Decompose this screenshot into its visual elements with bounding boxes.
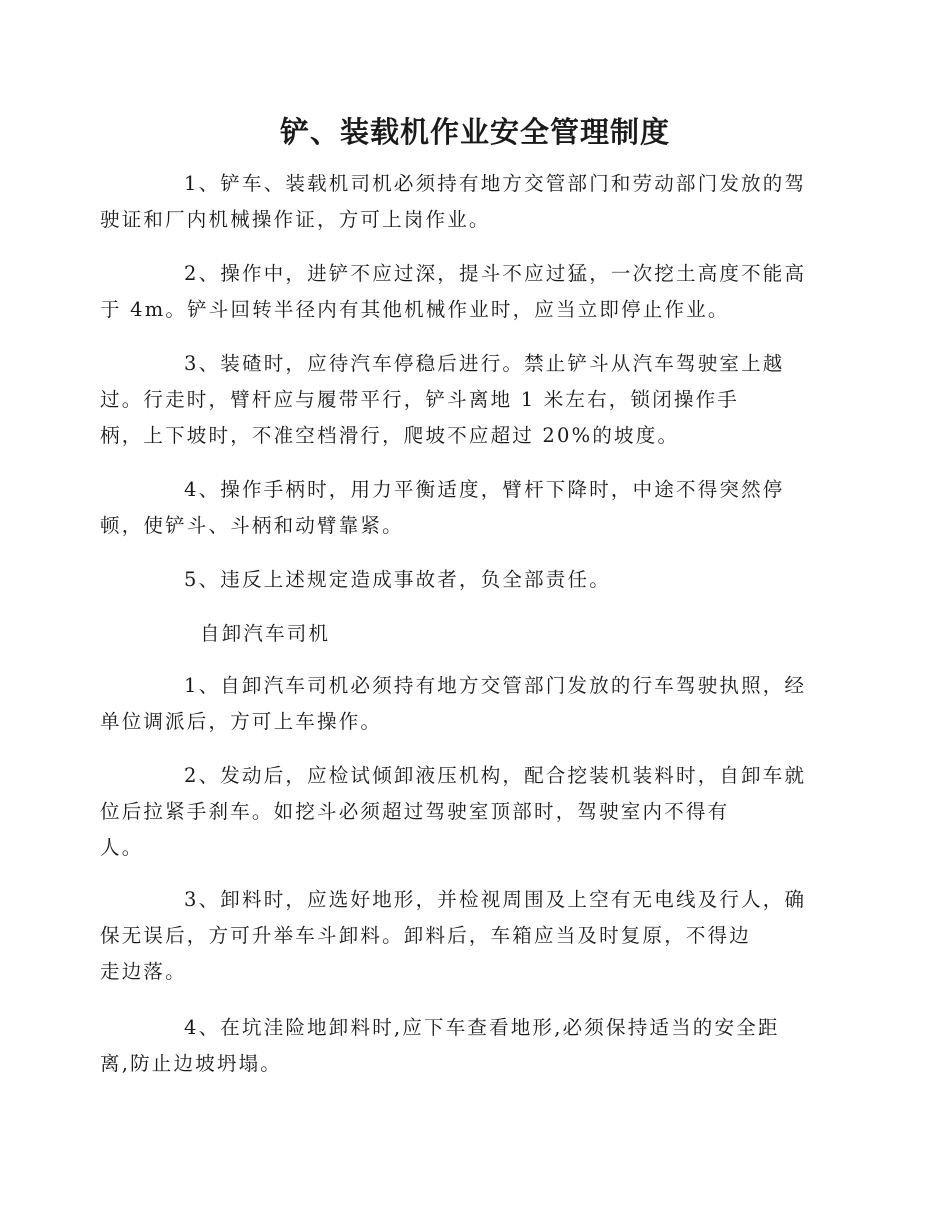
paragraph-line: 1、自卸汽车司机必须持有地方交管部门发放的行车驾驶执照，经 bbox=[184, 674, 807, 697]
paragraph-line: 顿，使铲斗、斗柄和动臂靠紧。 bbox=[100, 514, 404, 537]
paragraph-line: 3、卸料时，应选好地形，并检视周围及上空有无电线及行人，确 bbox=[184, 888, 807, 911]
paragraph-line: 柄，上下坡时，不准空档滑行，爬坡不应超过 20%的坡度。 bbox=[100, 424, 680, 447]
paragraph-line: 4、在坑洼险地卸料时,应下车查看地形,必须保持适当的安全距 bbox=[184, 1016, 780, 1039]
paragraph-line: 于 4m。铲斗回转半径内有其他机械作业时，应当立即停止作业。 bbox=[100, 298, 730, 321]
document-title: 铲、装载机作业安全管理制度 bbox=[279, 115, 670, 149]
paragraph-line: 保无误后，方可升举车斗卸料。卸料后，车箱应当及时复原，不得边 bbox=[100, 924, 752, 947]
paragraph-line: 4、操作手柄时，用力平衡适度，臂杆下降时，中途不得突然停 bbox=[184, 478, 785, 501]
paragraph-line: 1、铲车、装载机司机必须持有地方交管部门和劳动部门发放的驾 bbox=[184, 172, 807, 195]
paragraph-line: 人。 bbox=[100, 836, 144, 859]
paragraph-line: 单位调派后，方可上车操作。 bbox=[100, 710, 383, 733]
paragraph-line: 2、发动后，应检试倾卸液压机构，配合挖装机装料时，自卸车就 bbox=[184, 764, 807, 787]
paragraph-line: 离,防止边坡坍塌。 bbox=[100, 1052, 282, 1075]
paragraph-line: 2、操作中，进铲不应过深，提斗不应过猛，一次挖土高度不能高 bbox=[184, 262, 807, 285]
paragraph-line: 位后拉紧手刹车。如挖斗必须超过驾驶室顶部时，驾驶室内不得有 bbox=[100, 800, 730, 823]
paragraph bbox=[142, 562, 808, 598]
paragraph bbox=[100, 1010, 808, 1082]
section-heading-text: 自卸汽车司机 bbox=[200, 622, 331, 645]
paragraph-line: 过。行走时，臂杆应与履带平行，铲斗离地 1 米左右，锁闭操作手 bbox=[100, 388, 740, 411]
paragraph-line: 5、违反上述规定造成事故者，负全部责任。 bbox=[184, 568, 611, 591]
paragraph bbox=[100, 472, 808, 544]
paragraph bbox=[100, 758, 808, 866]
paragraph bbox=[100, 256, 808, 328]
paragraph bbox=[100, 346, 808, 454]
section-heading bbox=[142, 616, 808, 652]
paragraph bbox=[100, 668, 808, 740]
paragraph bbox=[100, 882, 808, 990]
paragraph-line: 驶证和厂内机械操作证，方可上岗作业。 bbox=[100, 208, 491, 231]
paragraph-line: 3、装碴时，应待汽车停稳后进行。禁止铲斗从汽车驾驶室上越 bbox=[184, 352, 785, 375]
paragraph-line: 走边落。 bbox=[100, 960, 187, 983]
paragraph bbox=[100, 166, 808, 238]
